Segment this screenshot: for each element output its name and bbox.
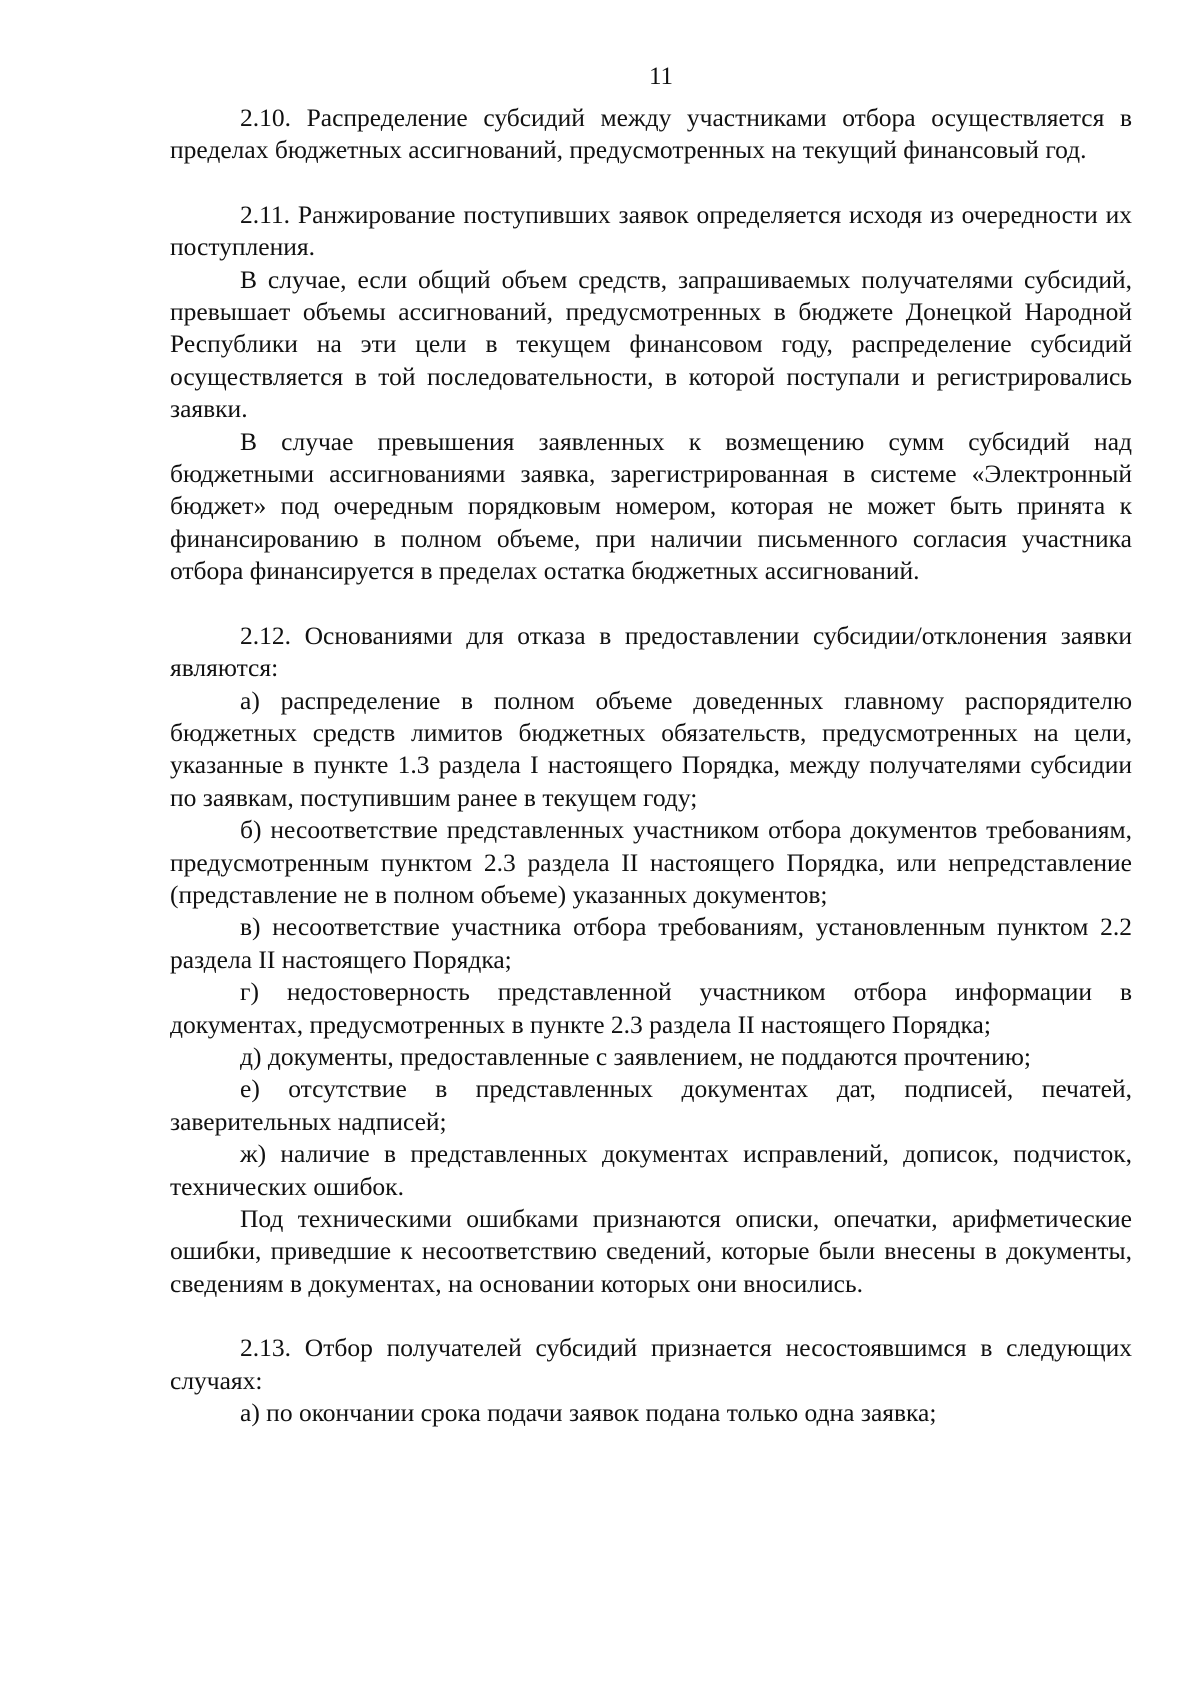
paragraph-2-11: 2.11. Ранжирование поступивших заявок определяется исходя из очередности их поступления. [170, 199, 1132, 262]
section-gap [170, 1300, 1132, 1332]
paragraph-2-11-case-exceed: В случае, если общий объем средств, запрашиваемых получателями субсидий, превышает объемы ассигнований, предусмотренных в бюджете Донецкой Народной Республики на эти цели в текущем финансовом году, распределение субсидий осуществляется в той последовательности, в которой поступали и регистрировались заявки. [170, 264, 1132, 424]
list-item-zh: ж) наличие в представленных документах исправлений, дописок, подчисток, технических ошибок. [170, 1139, 1132, 1201]
list-item-a: а) распределение в полном объеме доведенных главному распорядителю бюджетных средств лимитов бюджетных обязательств, предусмотренных на цели, указанные в пункте 1.3 раздела I настоящего Порядка, между получателями субсидии по заявкам, поступившим ранее в текущем году; [170, 685, 1132, 812]
list-item-a-2-13: а) по окончании срока подачи заявок подана только одна заявка; [240, 1398, 937, 1428]
list-item-g: г) недостоверность представленной участником отбора информации в документах, предусмотренных в пункте 2.3 раздела II настоящего Порядка; [170, 977, 1132, 1039]
section-gap [170, 588, 1132, 620]
list-item-b: б) несоответствие представленных участником отбора документов требованиям, предусмотренным пунктом 2.3 раздела II настоящего Порядка, или непредставление (представление не в полном объеме) указанных документов; [170, 815, 1132, 909]
section-gap [170, 167, 1132, 199]
paragraph-2-12: 2.12. Основаниями для отказа в предоставлении субсидии/отклонения заявки являются: [170, 620, 1132, 683]
paragraph-2-13: 2.13. Отбор получателей субсидий признается несостоявшимся в следующих случаях: [170, 1333, 1132, 1395]
paragraph-2-10: 2.10. Распределение субсидий между участниками отбора осуществляется в пределах бюджетных ассигнований, предусмотренных на текущий финансовый год. [170, 103, 1132, 165]
paragraph-technical-errors: Под техническими ошибками признаются описки, опечатки, арифметические ошибки, приведшие к несоответствию сведений, которые были внесены в документы, сведениям в документах, на основании которых они вносились. [170, 1204, 1132, 1298]
page-number: 11 [648, 63, 674, 90]
list-item-v: в) несоответствие участника отбора требованиям, установленным пунктом 2.2 раздела II настоящего Порядка; [170, 912, 1132, 974]
paragraph-2-11-case-excess: В случае превышения заявленных к возмещению сумм субсидий над бюджетными ассигнованиями заявка, зарегистрированная в системе «Электронный бюджет» под очередным порядковым номером, которая не может быть принята к финансированию в полном объеме, при наличии письменного согласия участника отбора финансируется в пределах остатка бюджетных ассигнований. [170, 426, 1132, 586]
document-page [170, 60, 1132, 1429]
list-item-e: е) отсутствие в представленных документах дат, подписей, печатей, заверительных надписей; [170, 1074, 1132, 1136]
list-item-d: д) документы, предоставленные с заявлением, не поддаются прочтению; [240, 1041, 1031, 1071]
